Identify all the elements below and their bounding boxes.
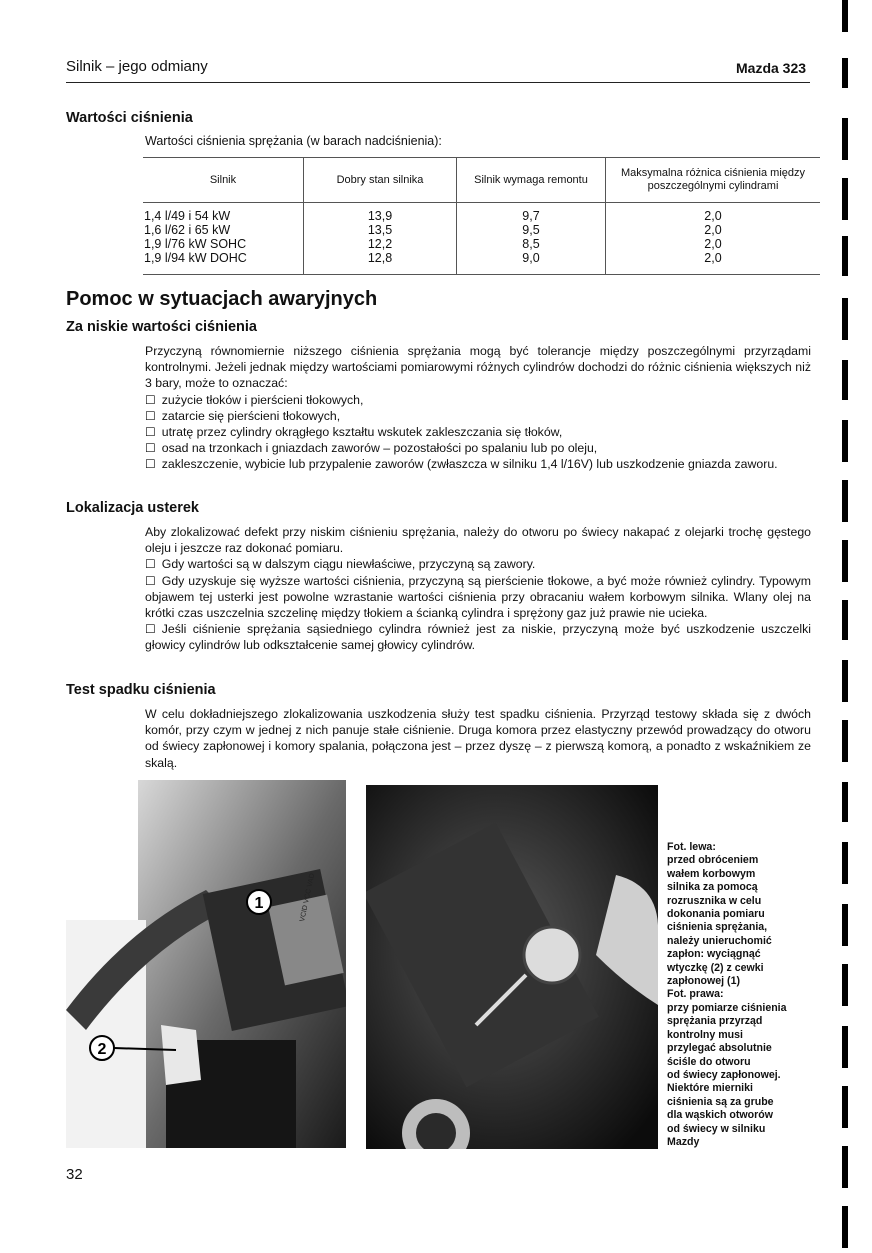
list-item: ☐ zużycie tłoków i pierścieni tłokowych,: [145, 392, 811, 408]
edge-bar: [842, 236, 848, 276]
list-item: ☐ zakleszczenie, wybicie lub przypalenie zaworów (zwłaszcza w silniku 1,4 l/16V) lub uszkodzenie gniazda zaworu.: [145, 456, 811, 472]
photo-left-ignition-coil: [66, 780, 346, 1148]
edge-bar: [842, 58, 848, 88]
edge-bar: [842, 1206, 848, 1248]
edge-bar: [842, 720, 848, 762]
list-item: ☐ Gdy wartości są w dalszym ciągu niewłaściwe, przyczyną są zawory.: [145, 556, 811, 572]
list-item: ☐ osad na trzonkach i gniazdach zaworów – pozostałości po spalaniu lub po oleju,: [145, 440, 811, 456]
caption-line: sprężania przyrząd: [667, 1015, 763, 1028]
col-header-repair: Silnik wymaga remontu: [457, 158, 606, 203]
photo-sticker-text: VCID VCC VAD: [299, 872, 317, 923]
caption-line: Niektóre mierniki: [667, 1082, 753, 1095]
edge-bar: [842, 782, 848, 822]
edge-bar: [842, 904, 848, 946]
engine-value: 1,4 l/49 i 54 kW: [144, 209, 231, 223]
repair-value: 9,0: [522, 251, 540, 265]
low-pressure-text: [145, 343, 811, 473]
caption-line: ściśle do otworu: [667, 1055, 751, 1068]
caption-line: silnika za pomocą: [667, 881, 758, 894]
edge-bar: [842, 0, 848, 32]
caption-line: wtyczkę (2) z cewki: [667, 961, 764, 974]
repair-value: 8,5: [522, 237, 540, 251]
caption-line: kontrolny musi: [667, 1028, 743, 1041]
good-value: 13,5: [367, 223, 393, 237]
col-header-engine: Silnik: [143, 158, 304, 203]
leakdown-test-paragraph: W celu dokładniejszego zlokalizowania uszkodzenia służy test spadku ciśnienia. Przyrząd testowy składa się z dwóch komór, przy czym w jednej z nich panuje stałe ciśnienie. Druga komora przez elastyczny przewód prowadzący do otworu od świecy zapłonowej i komory spalania, połączona jest – przez dyszę – z pierwszą komorą, a ponadto z wskaźnikiem ze skalą.: [145, 707, 811, 770]
engine-value: 1,6 l/62 i 65 kW: [144, 223, 231, 237]
caption-line: dla wąskich otworów: [667, 1109, 773, 1122]
low-pressure-intro: Przyczyną równomiernie niższego ciśnienia sprężania mogą być tolerancje między poszczególnymi przyrządami kontrolnymi. Jeżeli jednak między wartościami pomiarowymi różnych cylindrów dochodzi do różnic ciśnienia większych niż 3 bary, może to oznaczać:: [145, 344, 811, 391]
edge-bar: [842, 480, 848, 522]
fault-location-text: [145, 524, 811, 654]
repair-value: 9,7: [522, 209, 540, 223]
edge-bar: [842, 178, 848, 220]
edge-bar: [842, 842, 848, 884]
repair-cell: [457, 203, 606, 275]
edge-bar: [842, 540, 848, 582]
page-number: 32: [66, 1166, 83, 1183]
caption-line: zapłon: wyciągnąć: [667, 948, 761, 961]
caption-line: Fot. prawa:: [667, 988, 724, 1001]
caption-line: rozrusznika w celu: [667, 894, 762, 907]
photo-right-compression-gauge: [366, 785, 658, 1149]
fault-location-intro: Aby zlokalizować defekt przy niskim ciśnieniu sprężania, należy do otworu po świecy nakapać z olejarki trochę gęstego oleju i jeszcze raz dokonać pomiaru.: [145, 525, 811, 556]
caption-line: wałem korbowym: [667, 867, 756, 880]
pressure-table-wrapper: [143, 157, 820, 275]
maxdiff-value: 2,0: [704, 209, 722, 223]
callout-1-label: 1: [254, 895, 264, 912]
maxdiff-value: 2,0: [704, 237, 722, 251]
col-header-good: Dobry stan silnika: [304, 158, 457, 203]
edge-bar: [842, 298, 848, 340]
callout-2-label: 2: [97, 1041, 107, 1058]
caption-line: przed obróceniem: [667, 854, 759, 867]
good-cell: [304, 203, 457, 275]
engine-cell: [143, 203, 304, 275]
edge-bar: [842, 1086, 848, 1128]
caption-line: ciśnienia są za grube: [667, 1095, 774, 1108]
caption-line: dokonania pomiaru: [667, 908, 765, 921]
subsection-title-low-pressure: Za niskie wartości ciśnienia: [66, 319, 257, 335]
caption-line: zapłonowej (1): [667, 975, 740, 988]
caption-line: od świecy w silniku: [667, 1122, 766, 1135]
subsection-title-leakdown-test: Test spadku ciśnienia: [66, 682, 216, 698]
table-intro: Wartości ciśnienia sprężania (w barach nadciśnienia):: [145, 134, 442, 148]
chapter-title-emergency: Pomoc w sytuacjach awaryjnych: [66, 288, 378, 310]
list-item: ☐ Jeśli ciśnienie sprężania sąsiedniego cylindra również jest za niskie, przyczyną może być uszkodzenie uszczelki głowicy cylindrów lub odkształcenie samej głowicy cylindrów.: [145, 621, 811, 653]
caption-line: Mazdy: [667, 1135, 700, 1148]
maxdiff-cell: [606, 203, 821, 275]
caption-line: ciśnienia sprężania,: [667, 921, 768, 934]
maxdiff-value: 2,0: [704, 251, 722, 265]
col-header-maxdiff: Maksymalna różnica ciśnienia między poszczególnymi cylindrami: [606, 158, 821, 203]
engine-value: 1,9 l/94 kW DOHC: [144, 251, 247, 265]
engine-value: 1,9 l/76 kW SOHC: [144, 237, 247, 251]
running-header-model: Mazda 323: [736, 60, 807, 76]
subsection-title-fault-location: Lokalizacja usterek: [66, 500, 199, 516]
caption-line: przy pomiarze ciśnienia: [667, 1001, 787, 1014]
edge-bar: [842, 360, 848, 400]
photo-caption: [667, 841, 813, 1149]
maxdiff-value: 2,0: [704, 223, 722, 237]
pressure-table: [143, 157, 820, 275]
list-item: ☐ Gdy uzyskuje się wyższe wartości ciśnienia, przyczyną są pierścienie tłokowe, a być może również cylindry. Typowym objawem tej usterki jest powolne wzrastanie wartości ciśnienia przy obracaniu wałem korbowym silnika. Wlany olej na krótki czas uszczelnia szczelinę między tłokiem a ścianką cylindra i sprężony gaz już prawie nie ucieka.: [145, 573, 811, 622]
header-rule: [66, 82, 810, 83]
caption-line: od świecy zapłonowej.: [667, 1068, 781, 1081]
leakdown-test-text: [145, 706, 811, 771]
list-item: ☐ zatarcie się pierścieni tłokowych,: [145, 408, 811, 424]
good-value: 12,8: [367, 251, 393, 265]
edge-bar: [842, 118, 848, 160]
good-value: 13,9: [367, 209, 393, 223]
repair-value: 9,5: [522, 223, 540, 237]
edge-bar: [842, 1026, 848, 1068]
good-value: 12,2: [367, 237, 393, 251]
list-item: ☐ utratę przez cylindry okrągłego kształtu wskutek zakleszczania się tłoków,: [145, 424, 811, 440]
edge-bar: [842, 964, 848, 1006]
edge-bar: [842, 1146, 848, 1188]
section-title-pressure-values: Wartości ciśnienia: [66, 110, 193, 126]
caption-line: przylegać absolutnie: [667, 1042, 772, 1055]
edge-bar: [842, 660, 848, 702]
edge-bar: [842, 420, 848, 462]
edge-bar: [842, 600, 848, 640]
caption-line: należy unieruchomić: [667, 934, 772, 947]
running-header-title: Silnik – jego odmiany: [66, 58, 208, 75]
caption-line: Fot. lewa:: [667, 841, 716, 853]
